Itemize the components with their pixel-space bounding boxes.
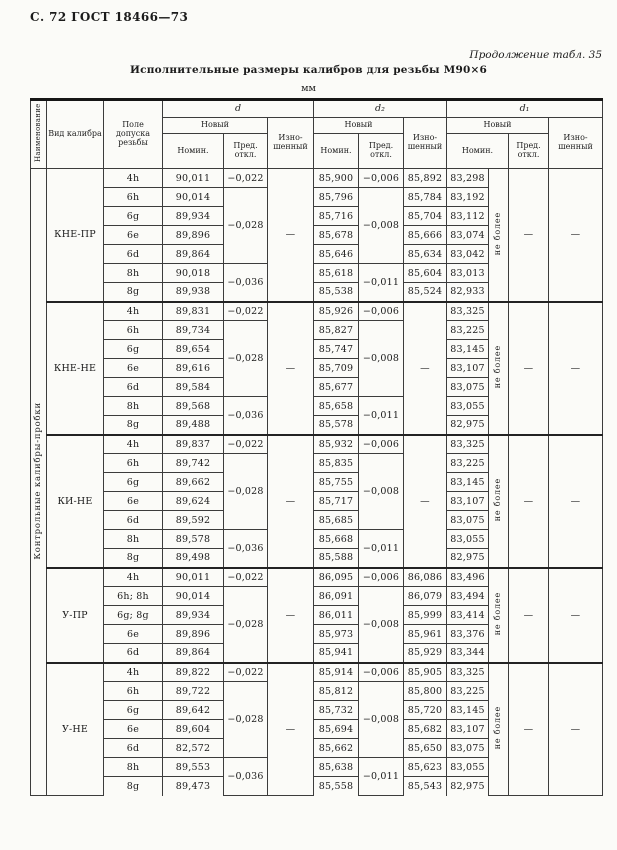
d2-nominal: 86,091	[314, 587, 359, 606]
gauge-dimensions-table	[30, 98, 603, 796]
d1-not-more	[489, 568, 509, 663]
gauge-kind: У-ПР	[47, 568, 104, 663]
tolerance-field: 6g	[104, 473, 163, 492]
d2-nominal: 86,095	[314, 568, 359, 587]
d2-worn: 85,650	[404, 739, 447, 758]
tolerance-field: 6g	[104, 701, 163, 720]
tolerance-field: 6e	[104, 625, 163, 644]
table-row	[31, 302, 603, 321]
d-deviation: −0,028	[224, 321, 268, 397]
gauge-kind: КНЕ-ПР	[47, 169, 104, 302]
d2-deviation: −0,008	[359, 321, 404, 397]
d2-nominal: 85,658	[314, 397, 359, 416]
d2-deviation: −0,011	[359, 758, 404, 796]
tolerance-field: 6h	[104, 188, 163, 207]
d2-nominal: 85,538	[314, 283, 359, 302]
d2-worn: 85,999	[404, 606, 447, 625]
d-nominal: 89,896	[163, 226, 224, 245]
tolerance-field: 8g	[104, 549, 163, 568]
d-worn: —	[268, 302, 314, 435]
d2-nominal: 85,716	[314, 207, 359, 226]
d1-nominal: 83,494	[447, 587, 489, 606]
d1-nominal: 82,975	[447, 416, 489, 435]
tolerance-field: 8g	[104, 283, 163, 302]
d-nominal: 89,624	[163, 492, 224, 511]
tolerance-field: 6h; 8h	[104, 587, 163, 606]
tolerance-field: 6d	[104, 644, 163, 663]
tolerance-field: 4h	[104, 663, 163, 682]
d2-nominal: 85,914	[314, 663, 359, 682]
d2-nominal: 85,662	[314, 739, 359, 758]
header-name-column	[31, 100, 47, 169]
d-deviation: −0,028	[224, 454, 268, 530]
table-row	[31, 568, 603, 587]
d1-nominal: 83,107	[447, 720, 489, 739]
side-label	[31, 169, 47, 796]
d2-worn: 85,961	[404, 625, 447, 644]
d-worn: —	[268, 169, 314, 302]
tolerance-field: 4h	[104, 169, 163, 188]
table-title: Исполнительные размеры калибров для резьбы М90×6	[130, 64, 487, 76]
tolerance-field: 6h	[104, 454, 163, 473]
tolerance-field: 6e	[104, 226, 163, 245]
d2-worn: 85,892	[404, 169, 447, 188]
d2-worn: 86,086	[404, 568, 447, 587]
d1-not-more-label: не более	[493, 211, 503, 255]
d1-nominal: 83,145	[447, 473, 489, 492]
d-nominal: 89,896	[163, 625, 224, 644]
d2-worn: —	[404, 302, 447, 435]
d2-nominal: 85,827	[314, 321, 359, 340]
header-d-group: d	[163, 100, 314, 118]
d1-deviation: —	[509, 568, 549, 663]
d1-worn: —	[549, 663, 603, 796]
d-nominal: 89,604	[163, 720, 224, 739]
header-d-deviation: Пред. откл.	[224, 134, 268, 169]
d-nominal: 89,864	[163, 245, 224, 264]
d-deviation: −0,022	[224, 302, 268, 321]
d2-deviation: −0,011	[359, 397, 404, 435]
tolerance-field: 4h	[104, 302, 163, 321]
d2-nominal: 85,618	[314, 264, 359, 283]
header-d-worn: Изно-шенный	[268, 118, 314, 169]
tolerance-field: 6h	[104, 321, 163, 340]
d2-worn: 85,905	[404, 663, 447, 682]
d2-deviation: −0,008	[359, 454, 404, 530]
d-nominal: 89,742	[163, 454, 224, 473]
d-deviation: −0,028	[224, 188, 268, 264]
d1-nominal: 83,055	[447, 758, 489, 777]
d2-nominal: 86,011	[314, 606, 359, 625]
d2-worn: 85,543	[404, 777, 447, 796]
d-nominal: 89,837	[163, 435, 224, 454]
d2-deviation: −0,008	[359, 587, 404, 663]
table-header	[31, 100, 603, 169]
d1-nominal: 83,042	[447, 245, 489, 264]
d-deviation: −0,028	[224, 587, 268, 663]
page-header: С. 72 ГОСТ 18466—73	[30, 10, 189, 24]
tolerance-field: 6h	[104, 682, 163, 701]
d2-deviation: −0,008	[359, 682, 404, 758]
d1-nominal: 83,376	[447, 625, 489, 644]
d2-worn: 85,784	[404, 188, 447, 207]
d1-not-more-label: не более	[493, 591, 503, 636]
tolerance-field: 6d	[104, 739, 163, 758]
d1-not-more	[489, 663, 509, 796]
d-nominal: 89,616	[163, 359, 224, 378]
d-nominal: 89,592	[163, 511, 224, 530]
header-name-label: Наименование	[33, 103, 42, 163]
header-d2-nominal: Номин.	[314, 134, 359, 169]
d2-worn: 85,623	[404, 758, 447, 777]
gauge-kind: КНЕ-НЕ	[47, 302, 104, 435]
d2-deviation: −0,006	[359, 663, 404, 682]
header-d1-worn: Изно-шенный	[549, 118, 603, 169]
d1-nominal: 83,225	[447, 321, 489, 340]
d2-nominal: 85,835	[314, 454, 359, 473]
units-label: мм	[301, 83, 316, 94]
d1-nominal: 83,496	[447, 568, 489, 587]
d-nominal: 82,572	[163, 739, 224, 758]
d1-worn: —	[549, 435, 603, 568]
d-deviation: −0,036	[224, 397, 268, 435]
d1-nominal: 83,074	[447, 226, 489, 245]
d-nominal: 90,011	[163, 568, 224, 587]
d-nominal: 89,831	[163, 302, 224, 321]
d1-not-more	[489, 302, 509, 435]
d-nominal: 89,488	[163, 416, 224, 435]
tolerance-field: 8g	[104, 416, 163, 435]
tolerance-field: 6d	[104, 245, 163, 264]
gauge-kind: У-НЕ	[47, 663, 104, 796]
d2-nominal: 85,578	[314, 416, 359, 435]
d-nominal: 89,642	[163, 701, 224, 720]
d1-nominal: 83,225	[447, 682, 489, 701]
d2-deviation: −0,011	[359, 264, 404, 302]
header-d2-new: Новый	[314, 118, 404, 134]
d2-worn: 85,666	[404, 226, 447, 245]
table-row	[31, 169, 603, 188]
header-d1-nominal: Номин.	[447, 134, 509, 169]
tolerance-field: 6e	[104, 492, 163, 511]
d2-nominal: 85,932	[314, 435, 359, 454]
header-gauge-kind: Вид калибра	[47, 100, 104, 169]
d1-nominal: 82,975	[447, 549, 489, 568]
d-nominal: 89,938	[163, 283, 224, 302]
header-d1-group: d₁	[447, 100, 603, 118]
d1-worn: —	[549, 169, 603, 302]
tolerance-field: 6g	[104, 207, 163, 226]
d1-nominal: 83,075	[447, 739, 489, 758]
table-body	[31, 169, 603, 796]
d-nominal: 89,578	[163, 530, 224, 549]
d2-deviation: −0,011	[359, 530, 404, 568]
tolerance-field: 6d	[104, 378, 163, 397]
d2-nominal: 85,717	[314, 492, 359, 511]
d-deviation: −0,022	[224, 169, 268, 188]
d-deviation: −0,028	[224, 682, 268, 758]
d-nominal: 90,018	[163, 264, 224, 283]
tolerance-field: 6e	[104, 359, 163, 378]
header-d2-group: d₂	[314, 100, 447, 118]
d1-nominal: 83,112	[447, 207, 489, 226]
d-deviation: −0,022	[224, 435, 268, 454]
d2-nominal: 85,812	[314, 682, 359, 701]
d-deviation: −0,036	[224, 264, 268, 302]
d1-nominal: 83,107	[447, 359, 489, 378]
tolerance-field: 8h	[104, 530, 163, 549]
d-nominal: 89,553	[163, 758, 224, 777]
d2-deviation: −0,006	[359, 568, 404, 587]
d2-worn: 85,682	[404, 720, 447, 739]
d-deviation: −0,036	[224, 530, 268, 568]
d1-worn: —	[549, 568, 603, 663]
d1-deviation: —	[509, 435, 549, 568]
header-d2-worn: Изно-шенный	[404, 118, 447, 169]
d2-deviation: −0,008	[359, 188, 404, 264]
d2-nominal: 85,732	[314, 701, 359, 720]
tolerance-field: 8h	[104, 264, 163, 283]
d-worn: —	[268, 568, 314, 663]
d2-nominal: 85,973	[314, 625, 359, 644]
header-d1-new: Новый	[447, 118, 549, 134]
d2-nominal: 85,668	[314, 530, 359, 549]
d2-nominal: 85,588	[314, 549, 359, 568]
d1-nominal: 83,055	[447, 530, 489, 549]
d2-worn: 85,704	[404, 207, 447, 226]
d1-nominal: 83,013	[447, 264, 489, 283]
d-nominal: 90,014	[163, 188, 224, 207]
tolerance-field: 6e	[104, 720, 163, 739]
tolerance-field: 6g; 8g	[104, 606, 163, 625]
d2-worn: 85,929	[404, 644, 447, 663]
d1-worn: —	[549, 302, 603, 435]
d1-nominal: 83,192	[447, 188, 489, 207]
d2-worn: 85,524	[404, 283, 447, 302]
d2-nominal: 85,755	[314, 473, 359, 492]
d1-nominal: 83,325	[447, 302, 489, 321]
d2-nominal: 85,646	[314, 245, 359, 264]
table-continuation-note: Продолжение табл. 35	[469, 49, 602, 61]
tolerance-field: 8h	[104, 397, 163, 416]
d-worn: —	[268, 435, 314, 568]
d-nominal: 89,934	[163, 207, 224, 226]
d1-not-more	[489, 169, 509, 302]
d1-nominal: 83,344	[447, 644, 489, 663]
d1-nominal: 82,933	[447, 283, 489, 302]
d2-nominal: 85,558	[314, 777, 359, 796]
d2-nominal: 85,900	[314, 169, 359, 188]
tolerance-field: 8g	[104, 777, 163, 796]
d2-nominal: 85,677	[314, 378, 359, 397]
d1-nominal: 83,075	[447, 511, 489, 530]
d1-not-more-label: не более	[493, 344, 503, 389]
header-d2-deviation: Пред. откл.	[359, 134, 404, 169]
d-nominal: 89,662	[163, 473, 224, 492]
d2-nominal: 85,694	[314, 720, 359, 739]
d-nominal: 89,498	[163, 549, 224, 568]
d1-deviation: —	[509, 663, 549, 796]
d1-nominal: 83,325	[447, 663, 489, 682]
d2-nominal: 85,678	[314, 226, 359, 245]
d-nominal: 89,654	[163, 340, 224, 359]
tolerance-field: 4h	[104, 568, 163, 587]
d-nominal: 90,014	[163, 587, 224, 606]
d-worn: —	[268, 663, 314, 796]
header-d-new: Новый	[163, 118, 268, 134]
d2-nominal: 85,796	[314, 188, 359, 207]
d2-deviation: −0,006	[359, 435, 404, 454]
d1-not-more	[489, 435, 509, 568]
d-deviation: −0,036	[224, 758, 268, 796]
d-nominal: 89,473	[163, 777, 224, 796]
header-tolerance-field: Поле допуска резьбы	[104, 100, 163, 169]
d1-nominal: 83,325	[447, 435, 489, 454]
tolerance-field: 8h	[104, 758, 163, 777]
d2-nominal: 85,638	[314, 758, 359, 777]
tolerance-field: 6d	[104, 511, 163, 530]
d1-nominal: 83,298	[447, 169, 489, 188]
d1-nominal: 83,225	[447, 454, 489, 473]
d2-deviation: −0,006	[359, 302, 404, 321]
d2-nominal: 85,747	[314, 340, 359, 359]
d1-deviation: —	[509, 302, 549, 435]
d-nominal: 89,734	[163, 321, 224, 340]
d-nominal: 89,568	[163, 397, 224, 416]
d2-nominal: 85,941	[314, 644, 359, 663]
d1-deviation: —	[509, 169, 549, 302]
d1-nominal: 83,107	[447, 492, 489, 511]
gauge-kind: КИ-НЕ	[47, 435, 104, 568]
d2-nominal: 85,709	[314, 359, 359, 378]
d2-worn: 85,800	[404, 682, 447, 701]
d2-worn: 85,720	[404, 701, 447, 720]
tolerance-field: 6g	[104, 340, 163, 359]
d-deviation: −0,022	[224, 568, 268, 587]
d1-not-more-label: не более	[493, 477, 503, 522]
table-row	[31, 435, 603, 454]
d2-deviation: −0,006	[359, 169, 404, 188]
d-nominal: 89,864	[163, 644, 224, 663]
d-nominal: 89,822	[163, 663, 224, 682]
d2-nominal: 85,926	[314, 302, 359, 321]
d-nominal: 89,584	[163, 378, 224, 397]
table-row	[31, 663, 603, 682]
d2-worn: 85,604	[404, 264, 447, 283]
d1-nominal: 83,055	[447, 397, 489, 416]
d-nominal: 89,722	[163, 682, 224, 701]
tolerance-field: 4h	[104, 435, 163, 454]
d1-not-more-label: не более	[493, 706, 503, 750]
d1-nominal: 83,145	[447, 701, 489, 720]
d1-nominal: 83,414	[447, 606, 489, 625]
d1-nominal: 83,145	[447, 340, 489, 359]
d1-nominal: 82,975	[447, 777, 489, 796]
d2-worn: —	[404, 435, 447, 568]
d-nominal: 90,011	[163, 169, 224, 188]
d-deviation: −0,022	[224, 663, 268, 682]
header-d-nominal: Номин.	[163, 134, 224, 169]
d2-worn: 85,634	[404, 245, 447, 264]
d1-nominal: 83,075	[447, 378, 489, 397]
header-d1-deviation: Пред. откл.	[509, 134, 549, 169]
side-label-label: Контрольные калибры-пробки	[32, 401, 43, 560]
d-nominal: 89,934	[163, 606, 224, 625]
d2-nominal: 85,685	[314, 511, 359, 530]
d2-worn: 86,079	[404, 587, 447, 606]
